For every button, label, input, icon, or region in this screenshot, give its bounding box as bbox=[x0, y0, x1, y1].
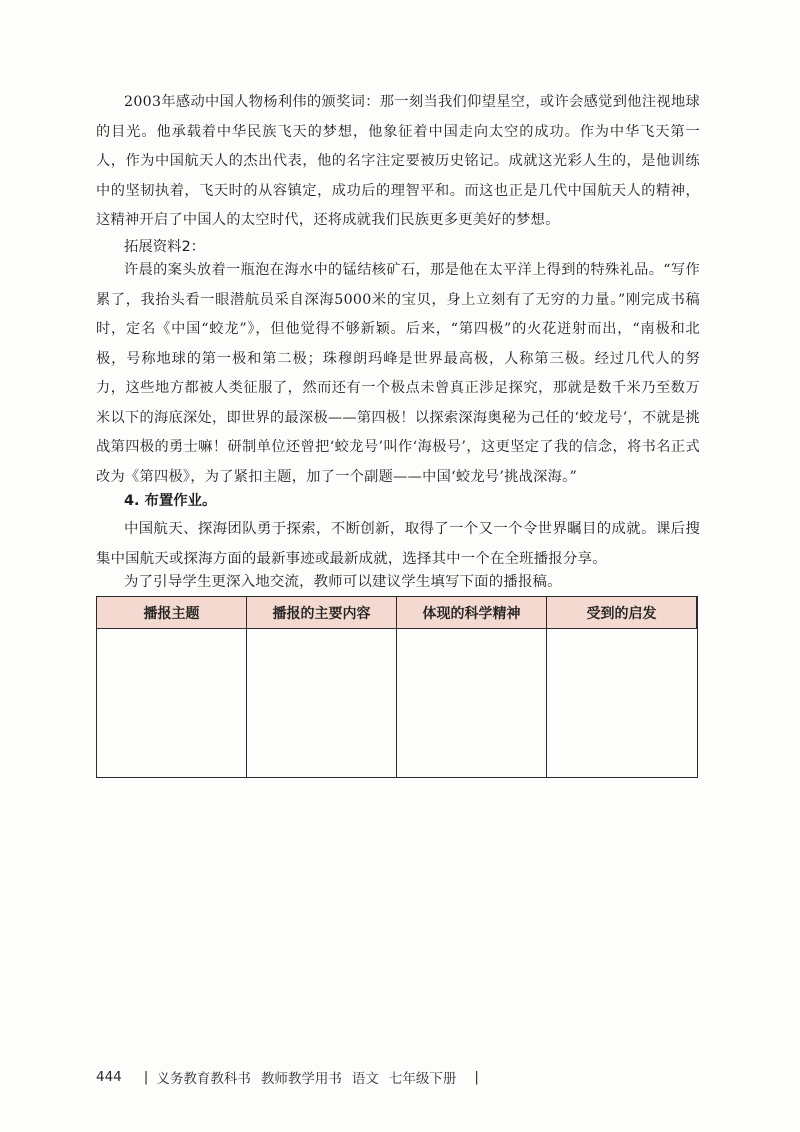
table-header-topic: 播报主题 bbox=[97, 597, 247, 629]
footer-subject: 语文 bbox=[351, 1071, 379, 1087]
table-cell-content[interactable] bbox=[247, 629, 397, 777]
homework-heading: 4. 布置作业。 bbox=[124, 493, 217, 509]
footer-book-type: 教师教学用书 bbox=[260, 1071, 342, 1087]
page-footer bbox=[96, 1067, 487, 1087]
table-cell-inspiration[interactable] bbox=[547, 629, 697, 777]
footer-book-series: 义务教育教科书 bbox=[156, 1071, 251, 1087]
guide-paragraph: 为了引导学生更深入地交流，教师可以建议学生填写下面的播报稿。 bbox=[124, 574, 562, 590]
award-paragraph: 2003年感动中国人物杨利伟的颁奖词：那一刻当我们仰望星空，或许会感觉到他注视地球的目光。他承载着中华民族飞天的梦想，他象征着中国走向太空的成功。作为中华飞天第一人，作为中国航天人的杰出代表，他的名字注定要被历史铭记。成就这光彩人生的，是他训练中的坚韧执着，飞天时的从容镇定，成功后的理智平和。而这也正是几代中国航天人的精神，这精神开启了中国人的太空时代，还将成就我们民族更多更美好的梦想。 bbox=[96, 94, 700, 228]
table-header-spirit: 体现的科学精神 bbox=[397, 597, 547, 629]
homework-paragraph: 中国航天、探海团队勇于探索，不断创新，取得了一个又一个令世界瞩目的成就。课后搜集中国航天或探海方面的最新事迹或最新成就，选择其中一个在全班播报分享。 bbox=[96, 521, 700, 567]
footer-grade: 七年级下册 bbox=[388, 1071, 457, 1087]
material2-paragraph: 许晨的案头放着一瓶泡在海水中的锰结核矿石，那是他在太平洋上得到的特殊礼品。“写作累了，我抬头看一眼潜航员采自深海5000米的宝贝，身上立刻有了无穷的力量。”刚完成书稿时，定名《中国“蛟龙”》，但他觉得不够新颖。后来，“第四极”的火花迸射而出，“南极和北极，号称地球的第一极和第二极；珠穆朗玛峰是世界最高极，人称第三极。经过几代人的努力，这些地方都被人类征服了，然而还有一个极点未曾真正涉足探究，那就是数千米乃至数万米以下的海底深处，即世界的最深极——第四极！以探索深海奥秘为己任的‘蛟龙号’，不就是挑战第四极的勇士嘛！研制单位还曾把‘蛟龙号’叫作‘海极号’，这更坚定了我的信念，将书名正式改为《第四极》，为了紧扣主题，加了一个副题——中国‘蛟龙号’挑战深海。” bbox=[96, 262, 700, 485]
material2-heading: 拓展资料2： bbox=[124, 239, 206, 255]
footer-separator-end: | bbox=[474, 1069, 479, 1085]
table-cell-spirit[interactable] bbox=[397, 629, 547, 777]
broadcast-table bbox=[96, 596, 698, 778]
table-header-inspiration: 受到的启发 bbox=[547, 597, 697, 629]
footer-separator: | bbox=[143, 1069, 149, 1085]
table-header-content: 播报的主要内容 bbox=[247, 597, 397, 629]
page-number: 444 bbox=[96, 1069, 122, 1085]
table-cell-topic[interactable] bbox=[97, 629, 247, 777]
